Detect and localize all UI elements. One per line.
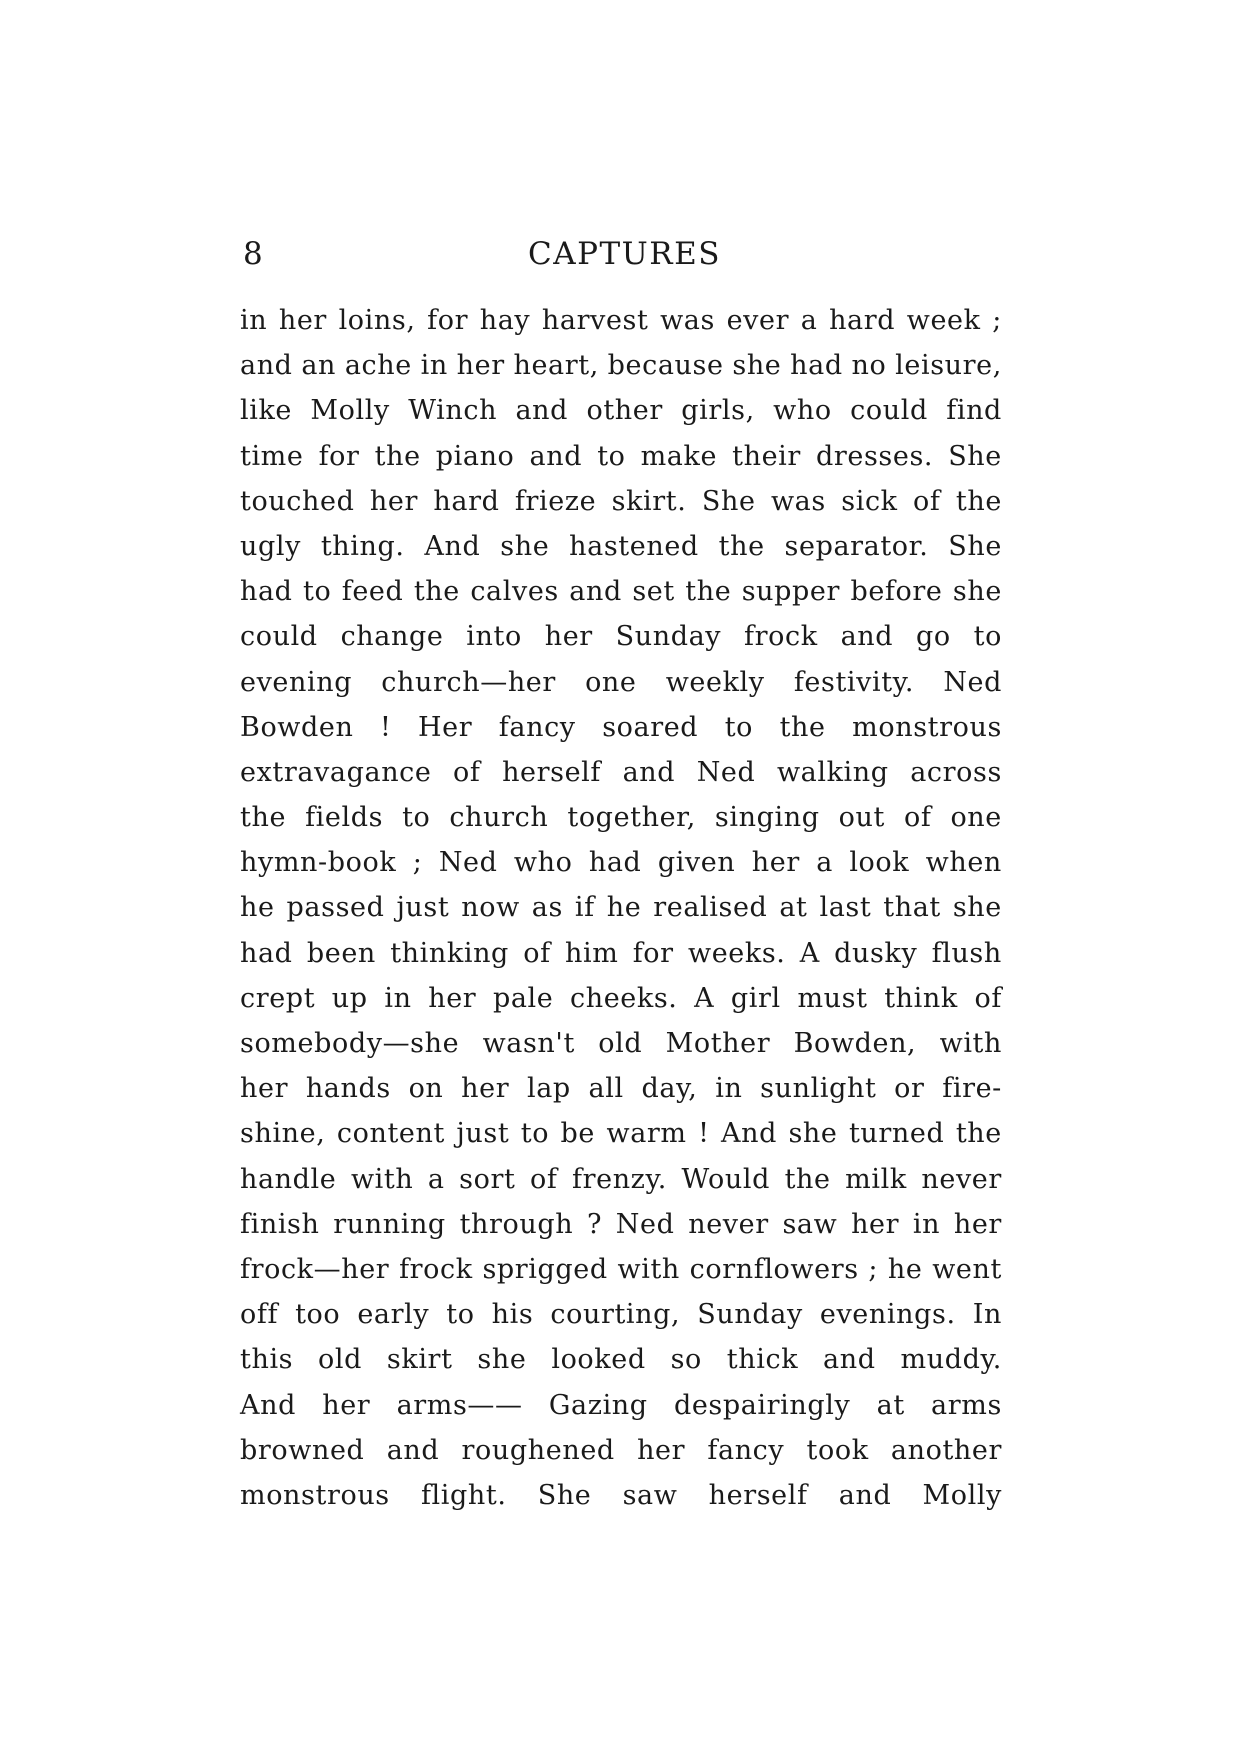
text-line: could change into her Sunday frock and go to	[240, 621, 1002, 653]
text-line: extravagance of herself and Ned walking across	[240, 756, 1002, 788]
text-line: finish running through ? Ned never saw her in her	[240, 1208, 1002, 1240]
text-line: touched her hard frieze skirt. She was sick of the	[240, 485, 1002, 517]
text-line: like Molly Winch and other girls, who could find	[240, 395, 1002, 427]
text-line: had been thinking of him for weeks. A dusky flush	[240, 937, 1002, 969]
running-head: CAPTURES	[528, 236, 721, 272]
text-line: shine, content just to be warm ! And she turned the	[240, 1118, 1002, 1150]
text-line: somebody—she wasn't old Mother Bowden, with	[240, 1028, 1002, 1059]
text-line: crept up in her pale cheeks. A girl must think of	[240, 982, 1002, 1014]
text-line: time for the piano and to make their dresses. She	[240, 440, 1002, 472]
text-line: in her loins, for hay harvest was ever a hard week ;	[240, 305, 1002, 336]
body-text	[240, 298, 1002, 1518]
text-line: frock—her frock sprigged with cornflowers ; he went	[240, 1253, 1002, 1285]
text-line: evening church—her one weekly festivity. Ned	[240, 666, 1002, 698]
text-line: this old skirt she looked so thick and muddy.	[240, 1344, 1002, 1376]
page-header	[243, 232, 1000, 282]
text-line: And her arms—— Gazing despairingly at arms	[240, 1389, 1002, 1421]
text-line: browned and roughened her fancy took another	[240, 1434, 1002, 1466]
text-line: handle with a sort of frenzy. Would the milk never	[240, 1163, 1002, 1195]
text-line: and an ache in her heart, because she had no leisure,	[240, 350, 1002, 382]
text-line: he passed just now as if he realised at last that she	[240, 892, 1002, 924]
text-line: had to feed the calves and set the supper before she	[240, 576, 1002, 608]
text-line: off too early to his courting, Sunday evenings. In	[240, 1299, 1002, 1331]
text-line: the fields to church together, singing out of one	[240, 802, 1002, 834]
text-line: monstrous flight. She saw herself and Molly	[240, 1479, 1002, 1511]
text-line: hymn-book ; Ned who had given her a look when	[240, 847, 1002, 879]
text-line: Bowden ! Her fancy soared to the monstrous	[240, 711, 1002, 743]
page-number: 8	[243, 236, 264, 272]
text-line: her hands on her lap all day, in sunlight or fire-	[240, 1073, 1002, 1105]
text-line: ugly thing. And she hastened the separator. She	[240, 530, 1002, 562]
